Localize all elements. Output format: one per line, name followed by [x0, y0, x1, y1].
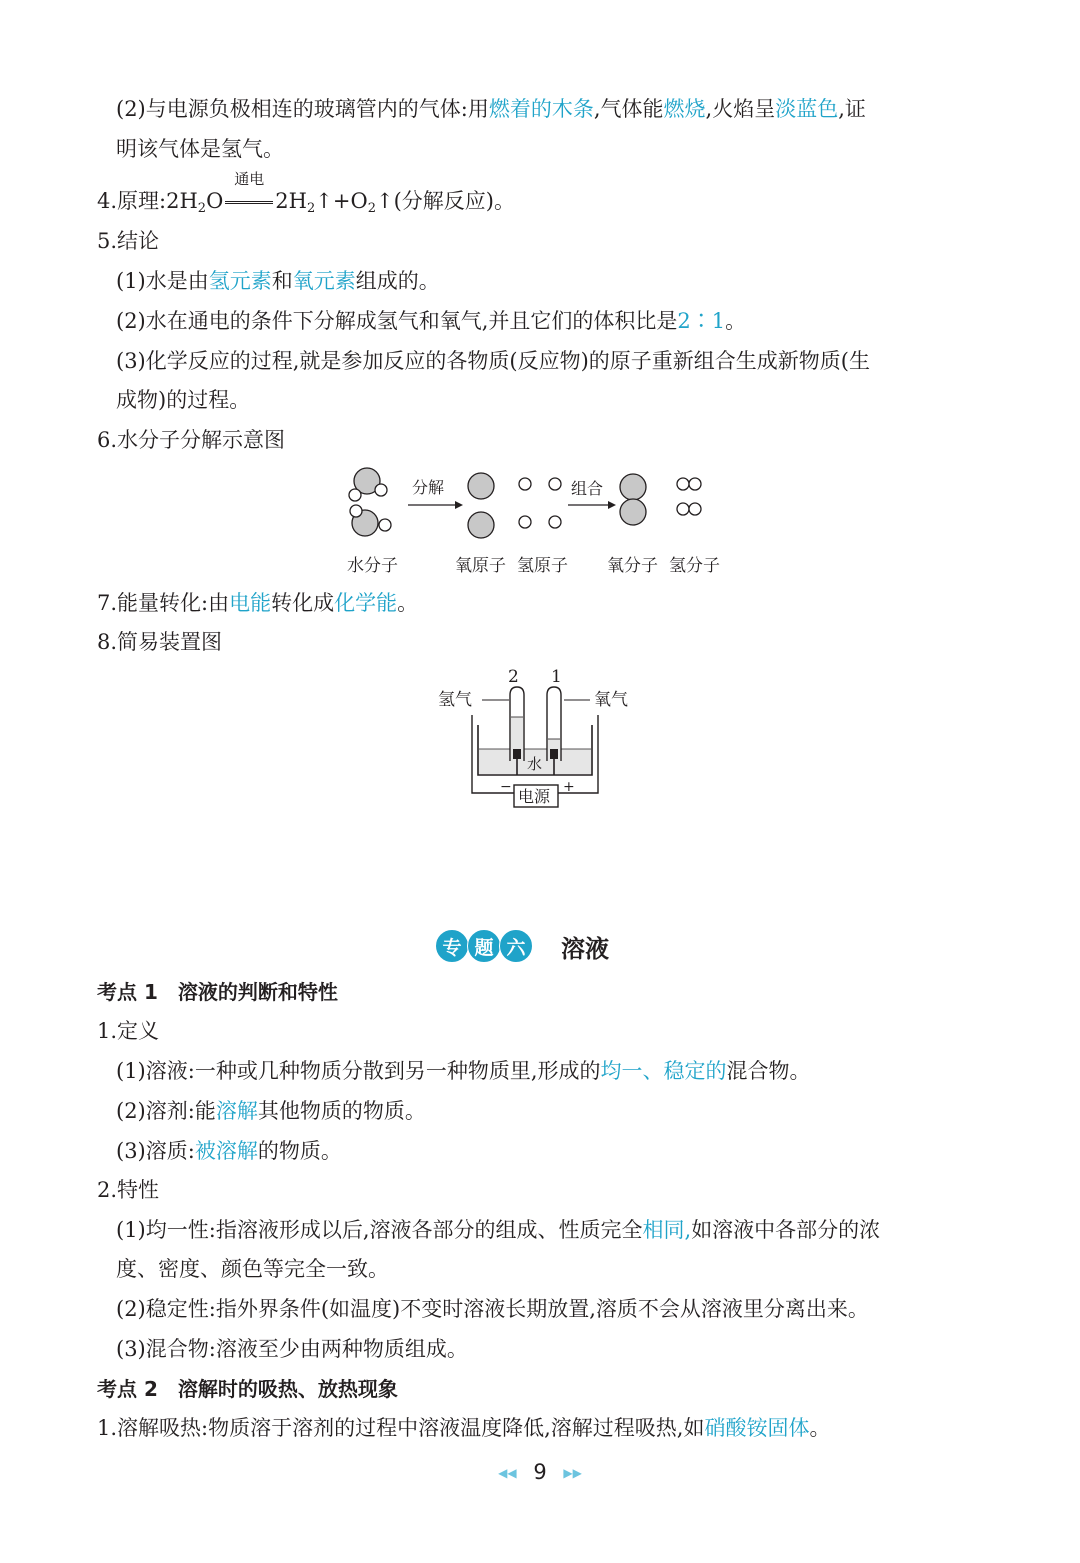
text: 转化成: [271, 591, 335, 615]
text-line: [97, 590, 418, 616]
arrow-head: [608, 501, 616, 509]
heading: 8.简易装置图: [97, 630, 223, 654]
hydrogen-atom: [379, 519, 391, 531]
text: 组成的。: [355, 269, 440, 293]
prev-arrow-icon: ◀◀: [498, 1466, 517, 1480]
answer-text: 化学能: [334, 591, 398, 615]
text: 的物质。: [257, 1139, 342, 1163]
equals-sign: [225, 201, 273, 204]
topic-badge-char: 题: [467, 929, 501, 963]
oxygen-atom: [468, 473, 494, 499]
answer-text: 2∶1: [677, 309, 726, 333]
hydrogen-atom: [549, 516, 561, 528]
power-label: 电源: [518, 787, 551, 806]
text-line: [116, 1138, 342, 1164]
oxygen-atom: [468, 512, 494, 538]
text: 。: [725, 309, 747, 333]
subscript: 2: [367, 201, 376, 216]
text: 混合物。: [726, 1059, 811, 1083]
arrow-label: 组合: [571, 479, 604, 498]
page-number-value: 9: [533, 1460, 547, 1484]
hydrogen-atom: [689, 478, 701, 490]
text-line: (3)化学反应的过程,就是参加反应的各物质(反应物)的原子重新组合生成新物质(生: [116, 349, 870, 373]
answer-text: 被溶解: [194, 1139, 258, 1163]
text-line: [116, 1098, 426, 1124]
section-heading: 考点 1 溶液的判断和特性: [97, 980, 338, 1004]
hydrogen-atom: [375, 484, 387, 496]
text-line: [97, 1415, 830, 1441]
text: 和: [271, 269, 293, 293]
molecule-diagram: [330, 460, 750, 582]
text: (2)与电源负极相连的玻璃管内的气体:用: [116, 97, 489, 121]
text: (2)水在通电的条件下分解成氢气和氧气,并且它们的体积比是: [116, 309, 678, 333]
gas-label: 氧气: [594, 690, 628, 710]
answer-text: 均一、稳定的: [600, 1059, 727, 1083]
text: (1)水是由: [116, 269, 209, 293]
topic-title: 溶液: [561, 934, 609, 963]
plus-sign: +: [563, 779, 575, 795]
text: ↑+O: [315, 189, 368, 213]
text: 。: [809, 1416, 831, 1440]
next-arrow-icon: ▶▶: [563, 1466, 582, 1480]
text-line: (2)稳定性:指外界条件(如温度)不变时溶液长期放置,溶质不会从溶液里分离出来。: [116, 1297, 869, 1321]
hydrogen-atom: [677, 478, 689, 490]
hydrogen-atom: [549, 478, 561, 490]
text: ,证: [838, 97, 866, 121]
page-number: [0, 1460, 1080, 1484]
topic-badge-char: 六: [499, 929, 533, 963]
text: ,火焰呈: [705, 97, 776, 121]
text: (2)溶剂:能: [116, 1099, 216, 1123]
text: O: [206, 189, 224, 213]
answer-text: 燃着的木条: [488, 97, 594, 121]
hydrogen-atom: [519, 478, 531, 490]
hydrogen-atom: [519, 516, 531, 528]
answer-text: 氢元素: [208, 269, 272, 293]
hydrogen-atom: [677, 503, 689, 515]
text: 如溶液中各部分的浓: [691, 1218, 881, 1242]
text: (3)溶质:: [116, 1139, 195, 1163]
answer-text: 氧元素: [292, 269, 356, 293]
text-line: [116, 268, 440, 294]
answer-text: 溶解: [215, 1099, 258, 1123]
hydrogen-atom: [350, 505, 362, 517]
text-line: 度、密度、颜色等完全一致。: [116, 1257, 389, 1281]
answer-text: 电能: [229, 591, 272, 615]
gas-label: 氢气: [438, 690, 472, 710]
arrow-head: [455, 501, 463, 509]
text-line: [116, 96, 866, 122]
diagram-label: 水分子: [347, 556, 398, 576]
topic-badge-char: 专: [435, 929, 469, 963]
text-line: [116, 1058, 811, 1084]
condition-label: 通电: [234, 170, 265, 188]
arrow-label: 分解: [412, 478, 445, 497]
subscript: 2: [197, 201, 207, 216]
answer-text: 硝酸铵固体: [704, 1416, 810, 1440]
text-line: (3)混合物:溶液至少由两种物质组成。: [116, 1337, 468, 1361]
text-line: [116, 308, 746, 334]
electrode: [513, 749, 521, 759]
heading: 6.水分子分解示意图: [97, 428, 286, 452]
heading: 5.结论: [97, 229, 160, 253]
topic-header: [435, 928, 609, 964]
text: 2H: [275, 189, 307, 213]
text: 7.能量转化:由: [97, 591, 230, 615]
section-heading: 考点 2 溶解时的吸热、放热现象: [97, 1377, 398, 1401]
text-line: 成物)的过程。: [116, 388, 251, 412]
tube-label: 1: [551, 667, 562, 687]
reaction-condition: [223, 170, 275, 214]
minus-sign: −: [500, 779, 512, 795]
text-line: 明该气体是氢气。: [116, 137, 284, 161]
electrode: [550, 749, 558, 759]
answer-text: 相同,: [642, 1218, 692, 1242]
water-label: 水: [527, 755, 543, 773]
text-line: [116, 1217, 880, 1243]
answer-text: 淡蓝色: [775, 97, 839, 121]
hydrogen-atom: [689, 503, 701, 515]
equation-line: [97, 170, 515, 222]
diagram-label: 氧原子: [455, 556, 506, 576]
text: 其他物质的物质。: [257, 1099, 426, 1123]
text: (1)溶液:一种或几种物质分散到另一种物质里,形成的: [116, 1059, 601, 1083]
text: ,气体能: [593, 97, 664, 121]
electrolysis-apparatus: [430, 663, 640, 813]
hydrogen-atom: [349, 489, 361, 501]
diagram-label: 氧分子: [607, 556, 658, 576]
heading: 1.定义: [97, 1019, 160, 1043]
text: 。: [397, 591, 419, 615]
tube-label: 2: [508, 667, 519, 687]
text: 4.原理:2H: [97, 189, 198, 213]
subscript: 2: [306, 201, 316, 216]
text: (1)均一性:指溶液形成以后,溶液各部分的组成、性质完全: [116, 1218, 643, 1242]
oxygen-atom: [620, 474, 646, 500]
diagram-label: 氢分子: [669, 556, 720, 576]
answer-text: 燃烧: [663, 97, 706, 121]
text: 1.溶解吸热:物质溶于溶剂的过程中溶液温度降低,溶解过程吸热,如: [97, 1416, 705, 1440]
heading: 2.特性: [97, 1178, 160, 1202]
text: ↑(分解反应)。: [375, 189, 515, 213]
diagram-label: 氢原子: [517, 556, 568, 576]
oxygen-atom: [620, 499, 646, 525]
